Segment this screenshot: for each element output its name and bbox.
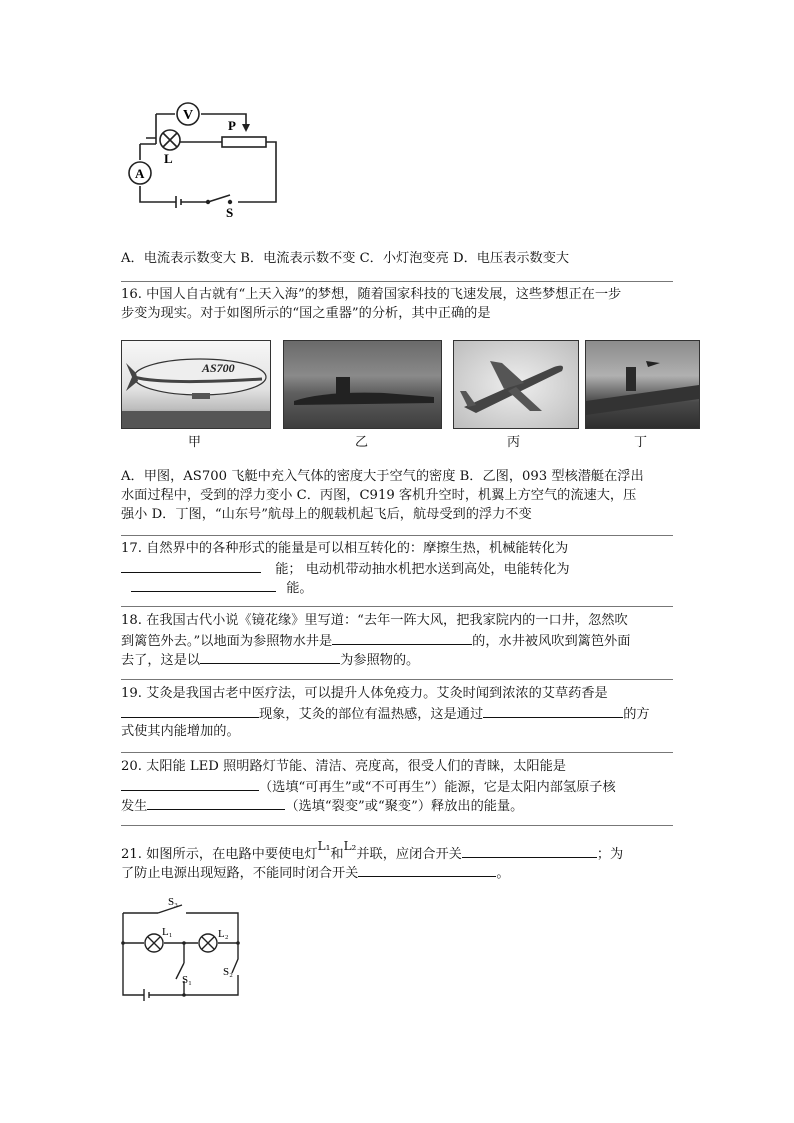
q19-line3: 式使其内能增加的。 <box>121 724 240 739</box>
q21-line1-text-a: 21. 如图所示，在电路中要使电灯 <box>121 847 318 862</box>
q20-line2 <box>121 776 616 797</box>
circuit-diagram-2 <box>118 895 243 1005</box>
q21-line2-text-a: 了防止电源出现短路，不能同时闭合开关 <box>121 866 359 881</box>
divider <box>121 752 673 753</box>
q18-line3 <box>121 649 419 670</box>
q21-line2 <box>121 862 510 883</box>
divider <box>121 535 673 536</box>
s3-label: S₃ <box>168 896 178 908</box>
q19-line2-text-b: 的方 <box>623 707 650 722</box>
q18-line3-text-a: 去了，这是以 <box>121 653 201 668</box>
q21-line2-text-b: 。 <box>496 866 510 881</box>
s2-label: S₂ <box>223 966 233 978</box>
answer-blank[interactable] <box>483 703 623 718</box>
slider-label: P <box>228 118 236 133</box>
q21-line1-text-b: 并联，应闭合开关 <box>356 847 462 862</box>
answer-blank[interactable] <box>147 795 285 810</box>
l2-label: L₂ <box>218 928 229 940</box>
q19-line2 <box>121 703 650 724</box>
divider <box>121 281 673 282</box>
answer-blank[interactable] <box>358 862 496 877</box>
answer-blank[interactable] <box>121 703 259 718</box>
s1-label: S₁ <box>182 974 192 986</box>
q21-line1 <box>121 839 624 864</box>
lamp-l2-symbol: L₂ <box>343 839 357 853</box>
voltmeter-label: V <box>183 108 194 123</box>
q17-line3 <box>121 577 313 598</box>
q16-options-line2: 水面过程中，受到的浮力变小 C．丙图，C919 客机升空时，机翼上方空气的流速大，压 <box>121 488 637 503</box>
q19-line1: 19. 艾灸是我国古老中医疗法，可以提升人体免疫力。艾灸时闻到浓浓的艾草药香是 <box>121 686 608 701</box>
caption-yi: 乙 <box>355 435 369 450</box>
photo-airplane <box>453 340 579 429</box>
q18-line1: 18. 在我国古代小说《镜花缘》里写道：“去年一阵大风，把我家院内的一口井，忽然吹 <box>121 613 628 628</box>
ammeter-label: A <box>135 166 145 181</box>
q19-line2-text-a: 现象，艾灸的部位有温热感，这是通过 <box>259 707 484 722</box>
photo-airship <box>121 340 271 429</box>
q20-line3-text-b: （选填“裂变”或“聚变”）释放出的能量。 <box>285 799 524 814</box>
q20-line1: 20. 太阳能 LED 照明路灯节能、清洁、亮度高，很受人们的青睐，太阳能是 <box>121 759 566 774</box>
divider <box>121 679 673 680</box>
q17-line2 <box>121 558 570 579</box>
q21-line1-text-c: ；为 <box>596 847 624 862</box>
divider <box>121 825 673 826</box>
q18-line2 <box>121 630 630 651</box>
q17-line3-text: 能。 <box>286 581 313 596</box>
answer-blank[interactable] <box>121 558 261 573</box>
q17-line2-text: 能； 电动机带动抽水机把水送到高处，电能转化为 <box>275 562 570 577</box>
q21-and: 和 <box>330 847 344 862</box>
q16-stem-line2: 步变为现实。对于如图所示的“国之重器”的分析，其中正确的是 <box>121 306 491 321</box>
q18-line2-text-a: 到篱笆外去。”以地面为参照物水井是 <box>121 634 333 649</box>
answer-blank[interactable] <box>121 776 259 791</box>
photo-submarine <box>283 340 442 429</box>
q18-line3-text-b: 为参照物的。 <box>340 653 420 668</box>
circuit-diagram-1 <box>118 100 288 225</box>
answer-blank[interactable] <box>332 630 472 645</box>
l1-label: L₁ <box>162 926 173 938</box>
caption-jia: 甲 <box>188 435 202 450</box>
q20-line3-text-a: 发生 <box>121 799 148 814</box>
caption-ding: 丁 <box>634 435 648 450</box>
lamp-label: L <box>164 151 173 166</box>
q16-options-line3: 强小 D．丁图，“山东号”航母上的舰载机起飞后，航母受到的浮力不变 <box>121 507 532 522</box>
q16-options-line1: A．甲图，AS700 飞艇中充入气体的密度大于空气的密度 B．乙图，093 型核潜艇在浮出 <box>121 469 644 484</box>
switch-label: S <box>226 205 234 220</box>
lamp-l1-symbol: L₁ <box>317 839 331 853</box>
answer-blank[interactable] <box>131 577 276 592</box>
divider <box>121 606 673 607</box>
q16-stem-line1: 16. 中国人自古就有“上天入海”的梦想，随着国家科技的飞速发展，这些梦想正在一步 <box>121 287 622 302</box>
answer-blank[interactable] <box>462 843 597 858</box>
q20-line3 <box>121 795 523 816</box>
photo-carrier <box>585 340 700 429</box>
q17-line1: 17. 自然界中的各种形式的能量是可以相互转化的：摩擦生热，机械能转化为 <box>121 541 569 556</box>
q15-options: A．电流表示数变大 B．电流表示数不变 C．小灯泡变亮 D．电压表示数变大 <box>121 251 570 266</box>
q20-line2-text: （选填“可再生”或“不可再生”）能源，它是太阳内部氢原子核 <box>259 780 616 795</box>
answer-blank[interactable] <box>200 649 340 664</box>
caption-bing: 丙 <box>507 435 521 450</box>
q18-line2-text-b: 的，水井被风吹到篱笆外面 <box>472 634 631 649</box>
airship-text: AS700 <box>202 361 235 375</box>
